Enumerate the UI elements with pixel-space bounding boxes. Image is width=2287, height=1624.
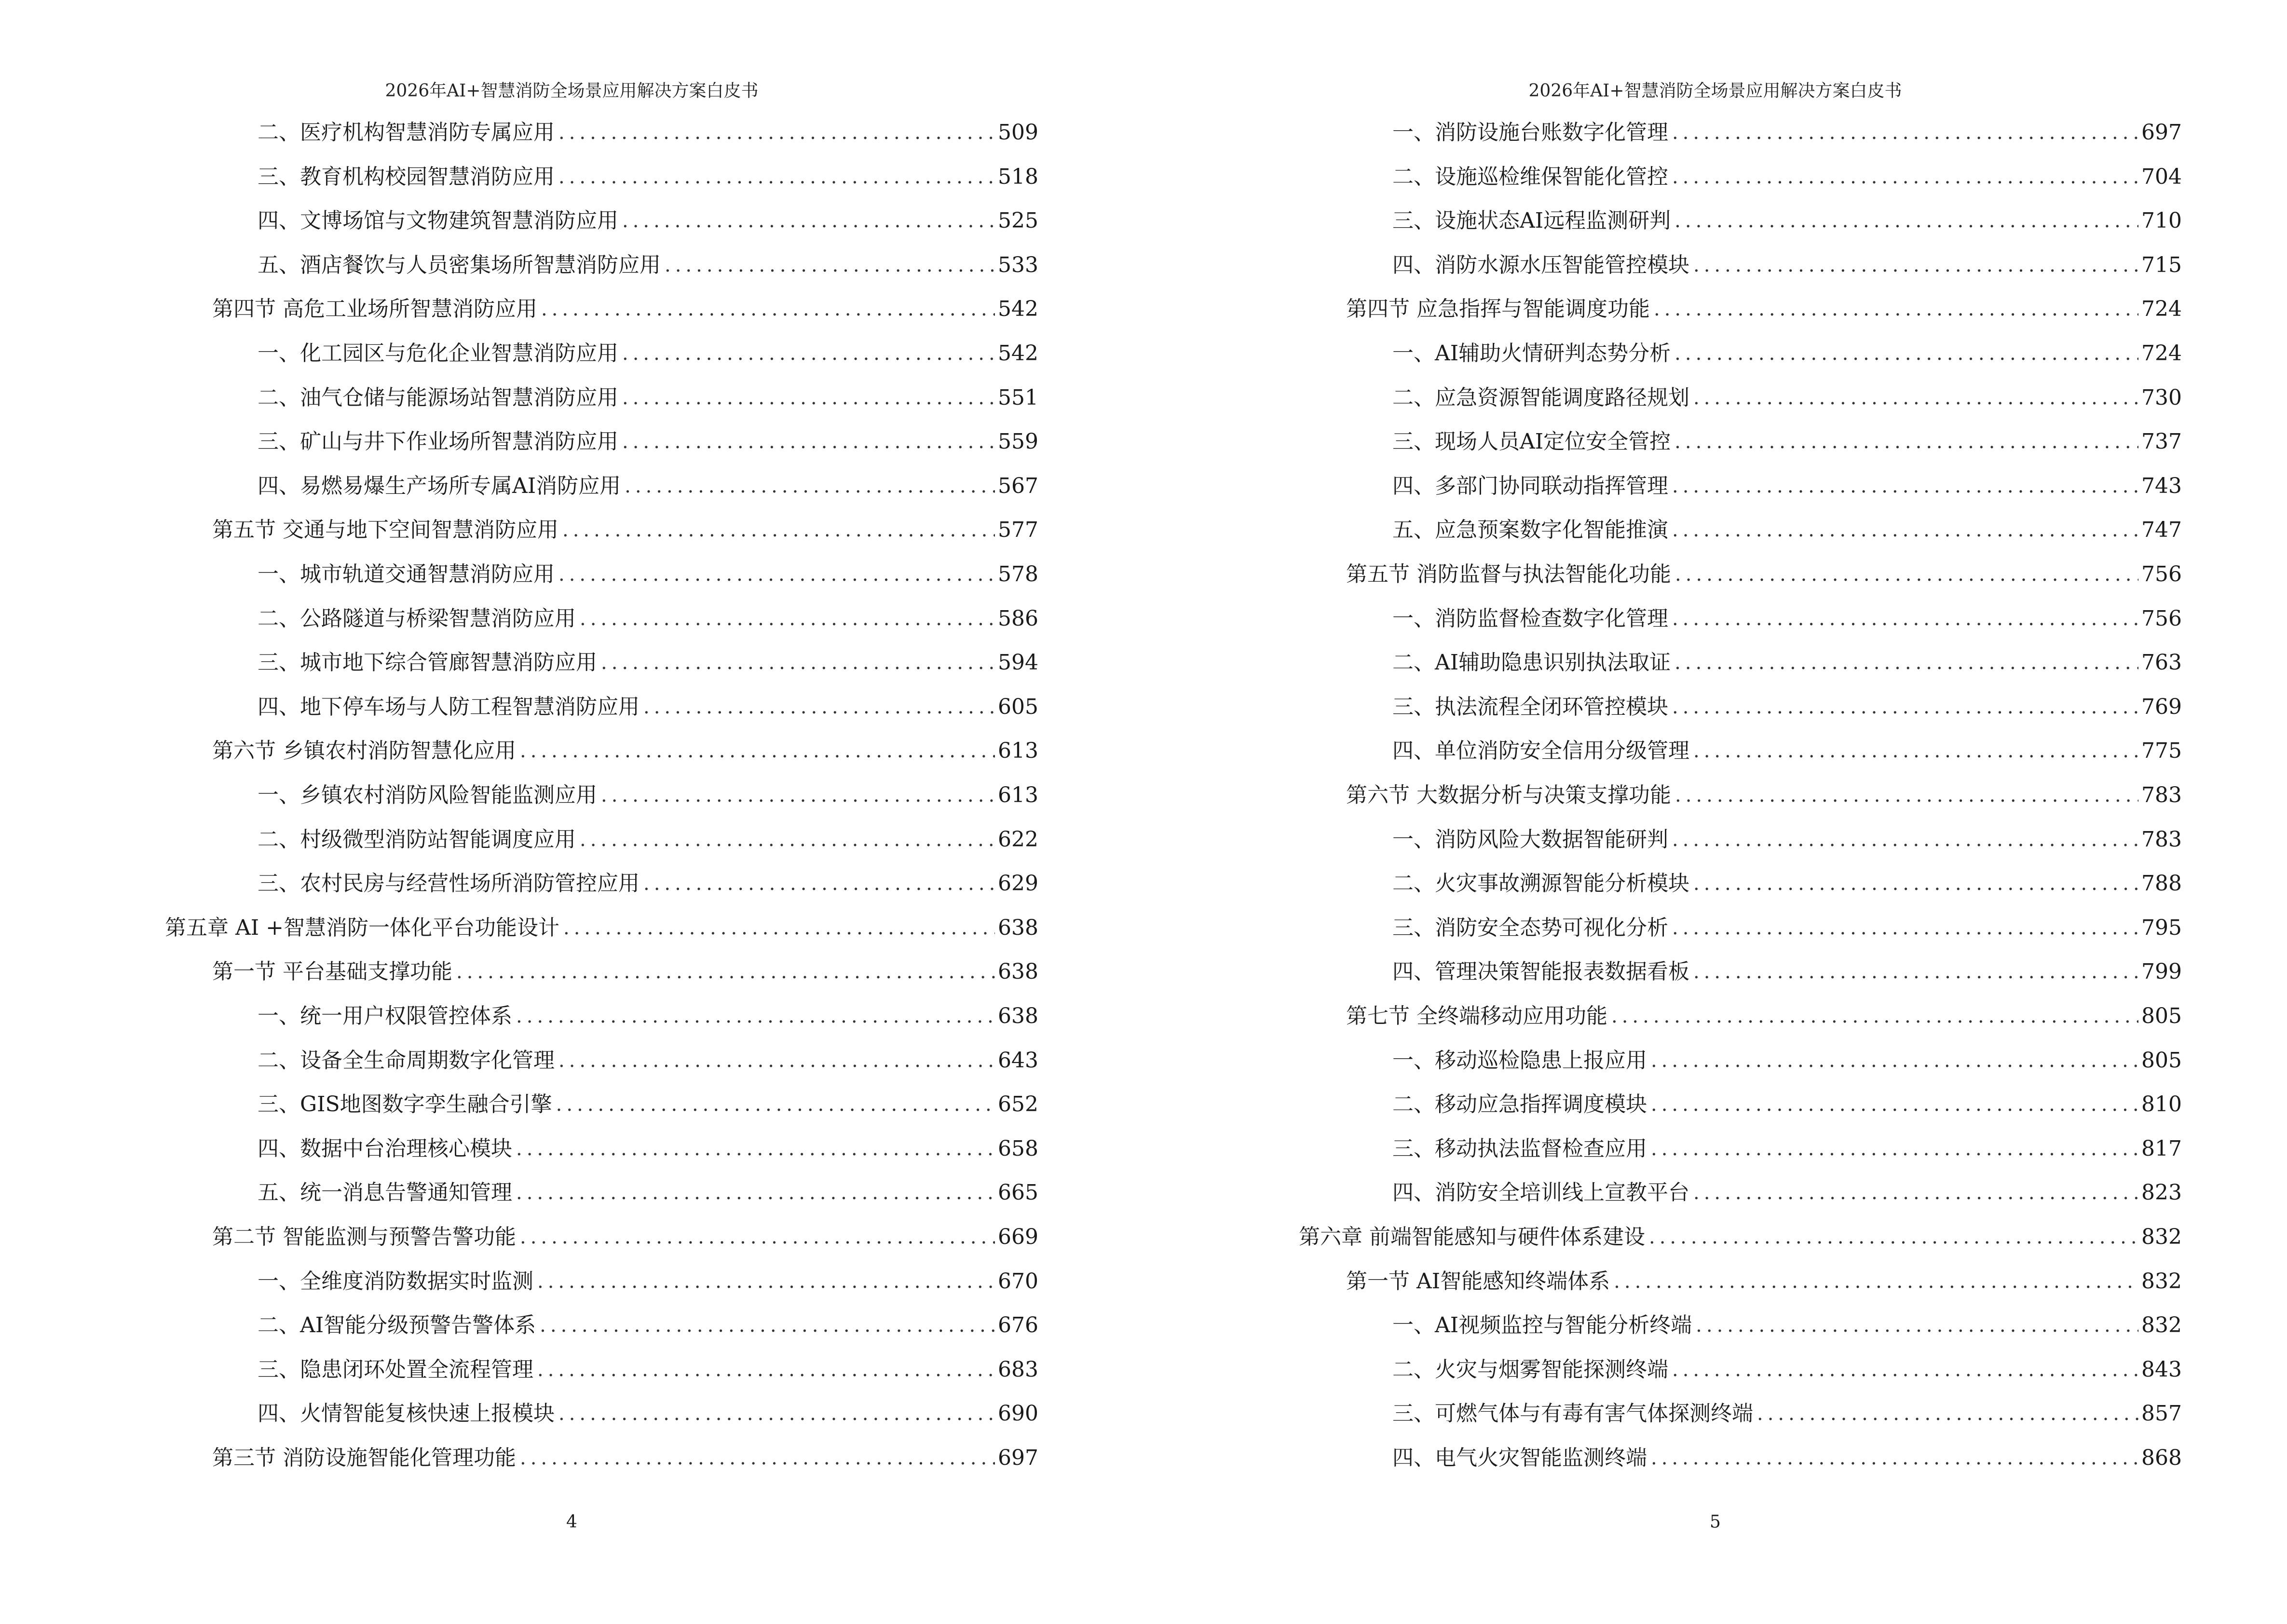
toc-entry-title: 三、可燃气体与有毒有害气体探测终端	[1392, 1401, 1753, 1426]
toc-entry-page-number: 747	[2141, 518, 2182, 543]
dot-leader	[1654, 292, 2138, 326]
toc-entry-page-number: 518	[998, 164, 1038, 189]
toc-subsection-entry[interactable]	[1392, 955, 2182, 989]
toc-subsection-entry[interactable]	[1392, 469, 2182, 503]
toc-subsection-entry[interactable]	[1392, 1353, 2182, 1387]
toc-subsection-entry[interactable]	[1392, 1176, 2182, 1210]
dot-leader	[1672, 513, 2138, 547]
toc-entry-title: 四、易燃易爆生产场所专属AI消防应用	[258, 473, 621, 498]
toc-subsection-entry[interactable]	[258, 1044, 1038, 1078]
toc-entry-title: 第六节 大数据分析与决策支撑功能	[1346, 783, 1671, 807]
dot-leader	[558, 1397, 995, 1431]
toc-entry-page-number: 843	[2141, 1357, 2182, 1382]
dot-leader	[622, 381, 995, 415]
dot-leader	[1672, 911, 2138, 945]
toc-entry-title: 四、电气火灾智能监测终端	[1392, 1446, 1647, 1470]
dot-leader	[580, 602, 995, 636]
toc-entry-title: 三、农村民房与经营性场所消防管控应用	[258, 871, 640, 896]
toc-entry-title: 第四节 高危工业场所智慧消防应用	[212, 297, 537, 322]
toc-subsection-entry[interactable]	[1392, 513, 2182, 547]
toc-section-entry[interactable]	[1346, 1265, 2182, 1298]
toc-entry-page-number: 670	[998, 1269, 1038, 1294]
toc-subsection-entry[interactable]	[1392, 337, 2182, 370]
toc-subsection-entry[interactable]	[1392, 602, 2182, 636]
dot-leader	[558, 558, 995, 591]
toc-subsection-entry[interactable]	[258, 646, 1038, 680]
toc-subsection-entry[interactable]	[1392, 425, 2182, 459]
toc-subsection-entry[interactable]	[258, 1353, 1038, 1387]
toc-entry-page-number: 605	[998, 694, 1038, 719]
toc-entry-title: 一、统一用户权限管控体系	[258, 1004, 512, 1028]
toc-section-entry[interactable]	[1346, 778, 2182, 812]
toc-page-right	[1144, 0, 2287, 1624]
toc-entry-title: 二、AI辅助隐患识别执法取证	[1392, 650, 1671, 675]
toc-entry-page-number: 652	[998, 1092, 1038, 1117]
toc-entry-page-number: 542	[998, 297, 1038, 322]
dot-leader	[1693, 955, 2138, 989]
dot-leader	[1675, 778, 2138, 812]
page-number: 5	[1710, 1512, 1721, 1532]
toc-subsection-entry[interactable]	[258, 602, 1038, 636]
toc-entry-page-number: 783	[2141, 827, 2182, 852]
toc-entry-page-number: 756	[2141, 562, 2182, 587]
toc-subsection-entry[interactable]	[258, 160, 1038, 194]
dot-leader	[1757, 1397, 2138, 1431]
toc-entry-title: 四、单位消防安全信用分级管理	[1392, 738, 1689, 764]
toc-entry-page-number: 658	[998, 1136, 1038, 1161]
dot-leader	[1675, 558, 2138, 591]
toc-entry-page-number: 832	[2141, 1313, 2182, 1338]
toc-entry-title: 第五节 交通与地下空间智慧消防应用	[212, 518, 558, 543]
toc-entry-title: 第三节 消防设施智能化管理功能	[212, 1446, 516, 1470]
toc-entry-page-number: 832	[2141, 1269, 2182, 1294]
dot-leader	[556, 1088, 995, 1121]
toc-entry-title: 一、化工园区与危化企业智慧消防应用	[258, 341, 618, 366]
toc-entry-title: 一、移动巡检隐患上报应用	[1392, 1048, 1647, 1073]
dot-leader	[1651, 1044, 2138, 1078]
toc-entry-title: 三、执法流程全闭环管控模块	[1392, 694, 1668, 719]
toc-section-entry[interactable]	[212, 734, 1038, 768]
dot-leader	[622, 425, 995, 459]
toc-subsection-entry[interactable]	[258, 558, 1038, 591]
toc-subsection-entry[interactable]	[258, 1176, 1038, 1210]
dot-leader	[1696, 1309, 2138, 1342]
toc-entry-title: 二、移动应急指挥调度模块	[1392, 1092, 1647, 1117]
toc-entry-title: 二、油气仓储与能源场站智慧消防应用	[258, 385, 618, 410]
dot-leader	[601, 646, 995, 680]
toc-subsection-entry[interactable]	[1392, 1309, 2182, 1342]
dot-leader	[537, 1265, 995, 1298]
toc-entry-title: 第七节 全终端移动应用功能	[1346, 1004, 1607, 1028]
toc-entry-title: 五、应急预案数字化智能推演	[1392, 518, 1668, 543]
toc-entry-page-number: 743	[2141, 473, 2182, 498]
toc-entry-title: 第五章 AI +智慧消防一体化平台功能设计	[165, 915, 559, 940]
toc-entry-page-number: 788	[2141, 871, 2182, 896]
toc-entry-title: 四、多部门协同联动指挥管理	[1392, 473, 1668, 498]
toc-entry-page-number: 868	[2141, 1446, 2182, 1470]
toc-entry-page-number: 817	[2141, 1136, 2182, 1161]
toc-entry-title: 一、消防设施台账数字化管理	[1392, 120, 1668, 145]
toc-subsection-entry[interactable]	[1392, 911, 2182, 945]
toc-entry-title: 五、酒店餐饮与人员密集场所智慧消防应用	[258, 252, 661, 277]
dot-leader	[1651, 1132, 2138, 1166]
toc-subsection-entry[interactable]	[1392, 204, 2182, 238]
dot-leader	[622, 337, 995, 370]
dot-leader	[1611, 999, 2138, 1033]
toc-subsection-entry[interactable]	[258, 1397, 1038, 1431]
dot-leader	[520, 1441, 995, 1475]
dot-leader	[1674, 204, 2138, 238]
toc-entry-page-number: 594	[998, 650, 1038, 675]
toc-entry-page-number: 857	[2141, 1401, 2182, 1426]
dot-leader	[1693, 734, 2138, 768]
dot-leader	[1614, 1265, 2138, 1298]
toc-entry-page-number: 697	[2141, 120, 2182, 145]
dot-leader	[1651, 1441, 2138, 1475]
toc-entry-page-number: 551	[998, 385, 1038, 410]
toc-entry-title: 一、消防风险大数据智能研判	[1392, 827, 1668, 852]
toc-entry-title: 一、全维度消防数据实时监测	[258, 1269, 533, 1294]
toc-subsection-entry[interactable]	[1392, 1397, 2182, 1431]
toc-subsection-entry[interactable]	[1392, 160, 2182, 194]
toc-subsection-entry[interactable]	[258, 999, 1038, 1033]
toc-entry-title: 四、消防水源水压智能管控模块	[1392, 252, 1689, 277]
dot-leader	[558, 160, 995, 194]
dot-leader	[1672, 469, 2138, 503]
toc-entry-page-number: 613	[998, 738, 1038, 764]
dot-leader	[1672, 1353, 2138, 1387]
toc-entry-page-number: 509	[998, 120, 1038, 145]
dot-leader	[516, 1176, 995, 1210]
toc-section-entry[interactable]	[212, 292, 1038, 326]
toc-entry-page-number: 542	[998, 341, 1038, 366]
toc-chapter-entry[interactable]	[1299, 1220, 2182, 1254]
toc-section-entry[interactable]	[1346, 292, 2182, 326]
toc-entry-title: 二、医疗机构智慧消防专属应用	[258, 120, 555, 145]
toc-entry-page-number: 810	[2141, 1092, 2182, 1117]
toc-entry-page-number: 638	[998, 1004, 1038, 1028]
running-header: 2026年AI+智慧消防全场景应用解决方案白皮书	[385, 81, 759, 101]
toc-entry-title: 一、AI视频监控与智能分析终端	[1392, 1313, 1692, 1338]
toc-entry-page-number: 795	[2141, 915, 2182, 940]
dot-leader	[1672, 602, 2138, 636]
dot-leader	[1693, 867, 2138, 901]
toc-subsection-entry[interactable]	[1392, 734, 2182, 768]
toc-entry-page-number: 578	[998, 562, 1038, 587]
toc-subsection-entry[interactable]	[1392, 867, 2182, 901]
toc-entry-page-number: 690	[998, 1401, 1038, 1426]
toc-entry-page-number: 823	[2141, 1180, 2182, 1205]
toc-section-entry[interactable]	[212, 1441, 1038, 1475]
toc-entry-page-number: 724	[2141, 341, 2182, 366]
toc-subsection-entry[interactable]	[258, 469, 1038, 503]
toc-entry-page-number: 559	[998, 429, 1038, 454]
toc-entry-title: 第一节 AI智能感知终端体系	[1346, 1269, 1610, 1294]
toc-entry-title: 三、城市地下综合管廊智慧消防应用	[258, 650, 597, 675]
toc-entry-page-number: 799	[2141, 959, 2182, 984]
toc-entry-title: 三、教育机构校园智慧消防应用	[258, 164, 555, 189]
toc-entry-title: 三、隐患闭环处置全流程管理	[258, 1357, 533, 1382]
toc-entry-page-number: 775	[2141, 738, 2182, 764]
toc-entry-title: 第四节 应急指挥与智能调度功能	[1346, 297, 1650, 322]
dot-leader	[1649, 1220, 2138, 1254]
toc-entry-title: 二、公路隧道与桥梁智慧消防应用	[258, 606, 576, 631]
toc-entry-page-number: 763	[2141, 650, 2182, 675]
toc-subsection-entry[interactable]	[258, 690, 1038, 724]
toc-entry-title: 第六章 前端智能感知与硬件体系建设	[1299, 1225, 1645, 1249]
dot-leader	[1693, 248, 2138, 282]
toc-entry-page-number: 704	[2141, 164, 2182, 189]
toc-subsection-entry[interactable]	[258, 1088, 1038, 1121]
dot-leader	[516, 1132, 995, 1166]
toc-subsection-entry[interactable]	[1392, 690, 2182, 724]
dot-leader	[643, 690, 995, 724]
dot-leader	[580, 823, 995, 857]
toc-entry-page-number: 683	[998, 1357, 1038, 1382]
toc-entry-title: 四、消防安全培训线上宣教平台	[1392, 1180, 1689, 1205]
dot-leader	[520, 734, 995, 768]
dot-leader	[622, 204, 995, 238]
dot-leader	[1651, 1088, 2138, 1121]
toc-entry-page-number: 676	[998, 1313, 1038, 1338]
toc-section-entry[interactable]	[212, 1220, 1038, 1254]
toc-subsection-entry[interactable]	[258, 778, 1038, 812]
dot-leader	[1672, 690, 2138, 724]
toc-entry-title: 一、消防监督检查数字化管理	[1392, 606, 1668, 631]
toc-subsection-entry[interactable]	[258, 248, 1038, 282]
toc-subsection-entry[interactable]	[258, 425, 1038, 459]
dot-leader	[1672, 160, 2138, 194]
toc-entry-page-number: 697	[998, 1446, 1038, 1470]
toc-subsection-entry[interactable]	[1392, 1044, 2182, 1078]
toc-section-entry[interactable]	[212, 513, 1038, 547]
toc-entry-page-number: 622	[998, 827, 1038, 852]
toc-entry-page-number: 737	[2141, 429, 2182, 454]
toc-subsection-entry[interactable]	[1392, 381, 2182, 415]
toc-entry-title: 三、矿山与井下作业场所智慧消防应用	[258, 429, 618, 454]
toc-entry-title: 第二节 智能监测与预警告警功能	[212, 1225, 516, 1249]
dot-leader	[456, 955, 995, 989]
toc-entry-title: 五、统一消息告警通知管理	[258, 1180, 512, 1205]
toc-entry-title: 第五节 消防监督与执法智能化功能	[1346, 562, 1671, 587]
dot-leader	[1693, 1176, 2138, 1210]
toc-entry-title: 三、消防安全态势可视化分析	[1392, 915, 1668, 940]
dot-leader	[601, 778, 995, 812]
toc-subsection-entry[interactable]	[1392, 1441, 2182, 1475]
toc-subsection-entry[interactable]	[258, 381, 1038, 415]
toc-entry-title: 第六节 乡镇农村消防智慧化应用	[212, 738, 516, 764]
dot-leader	[540, 1309, 995, 1342]
dot-leader	[563, 911, 995, 945]
dot-leader	[665, 248, 995, 282]
toc-entry-page-number: 730	[2141, 385, 2182, 410]
toc-entry-title: 一、城市轨道交通智慧消防应用	[258, 562, 555, 587]
toc-entry-title: 二、村级微型消防站智能调度应用	[258, 827, 576, 852]
toc-section-entry[interactable]	[1346, 999, 2182, 1033]
toc-entry-title: 四、地下停车场与人防工程智慧消防应用	[258, 694, 640, 719]
dot-leader	[1672, 823, 2138, 857]
toc-entry-title: 三、现场人员AI定位安全管控	[1392, 429, 1671, 454]
toc-subsection-entry[interactable]	[258, 204, 1038, 238]
toc-subsection-entry[interactable]	[258, 823, 1038, 857]
dot-leader	[625, 469, 995, 503]
toc-entry-title: 三、设施状态AI远程监测研判	[1392, 208, 1671, 233]
toc-entry-page-number: 638	[998, 959, 1038, 984]
dot-leader	[558, 1044, 995, 1078]
dot-leader	[1693, 381, 2138, 415]
toc-entry-page-number: 638	[998, 915, 1038, 940]
toc-entry-page-number: 665	[998, 1180, 1038, 1205]
toc-subsection-entry[interactable]	[258, 1309, 1038, 1342]
toc-entry-page-number: 533	[998, 252, 1038, 277]
toc-section-entry[interactable]	[1346, 558, 2182, 591]
toc-entry-title: 二、设施巡检维保智能化管控	[1392, 164, 1668, 189]
toc-entry-page-number: 643	[998, 1048, 1038, 1073]
toc-entry-page-number: 629	[998, 871, 1038, 896]
dot-leader	[520, 1220, 995, 1254]
toc-entry-page-number: 710	[2141, 208, 2182, 233]
dot-leader	[537, 1353, 995, 1387]
toc-entry-title: 四、数据中台治理核心模块	[258, 1136, 512, 1161]
toc-subsection-entry[interactable]	[1392, 1132, 2182, 1166]
toc-entry-title: 二、火灾事故溯源智能分析模块	[1392, 871, 1689, 896]
dot-leader	[1672, 116, 2138, 150]
toc-entry-page-number: 805	[2141, 1004, 2182, 1028]
toc-subsection-entry[interactable]	[258, 867, 1038, 901]
toc-entry-page-number: 724	[2141, 297, 2182, 322]
toc-subsection-entry[interactable]	[258, 1132, 1038, 1166]
toc-entry-page-number: 586	[998, 606, 1038, 631]
toc-entry-page-number: 577	[998, 518, 1038, 543]
toc-entry-page-number: 613	[998, 783, 1038, 807]
toc-subsection-entry[interactable]	[1392, 1088, 2182, 1121]
toc-entry-page-number: 525	[998, 208, 1038, 233]
page-number: 4	[566, 1512, 577, 1532]
toc-entry-title: 四、火情智能复核快速上报模块	[258, 1401, 555, 1426]
dot-leader	[643, 867, 995, 901]
dot-leader	[541, 292, 995, 326]
toc-entry-page-number: 805	[2141, 1048, 2182, 1073]
toc-subsection-entry[interactable]	[1392, 248, 2182, 282]
toc-entry-page-number: 769	[2141, 694, 2182, 719]
toc-entry-title: 二、AI智能分级预警告警体系	[258, 1313, 536, 1338]
toc-entry-title: 四、管理决策智能报表数据看板	[1392, 959, 1689, 984]
dot-leader	[558, 116, 995, 150]
toc-entry-title: 四、文博场馆与文物建筑智慧消防应用	[258, 208, 618, 233]
toc-entry-title: 第一节 平台基础支撑功能	[212, 959, 452, 984]
toc-section-entry[interactable]	[212, 955, 1038, 989]
toc-subsection-entry[interactable]	[258, 337, 1038, 370]
toc-entry-title: 二、设备全生命周期数字化管理	[258, 1048, 555, 1073]
toc-subsection-entry[interactable]	[1392, 823, 2182, 857]
toc-entry-title: 二、火灾与烟雾智能探测终端	[1392, 1357, 1668, 1382]
dot-leader	[1674, 425, 2138, 459]
toc-subsection-entry[interactable]	[1392, 646, 2182, 680]
running-header: 2026年AI+智慧消防全场景应用解决方案白皮书	[1528, 81, 1902, 101]
dot-leader	[562, 513, 995, 547]
toc-subsection-entry[interactable]	[1392, 116, 2182, 150]
toc-entry-title: 二、应急资源智能调度路径规划	[1392, 385, 1689, 410]
dot-leader	[1674, 337, 2138, 370]
toc-entry-title: 三、移动执法监督检查应用	[1392, 1136, 1647, 1161]
toc-entry-page-number: 567	[998, 473, 1038, 498]
dot-leader	[516, 999, 995, 1033]
toc-entry-title: 三、GIS地图数字孪生融合引擎	[258, 1092, 552, 1117]
toc-entry-page-number: 669	[998, 1225, 1038, 1249]
toc-subsection-entry[interactable]	[258, 1265, 1038, 1298]
toc-entry-title: 一、乡镇农村消防风险智能监测应用	[258, 783, 597, 807]
toc-entry-page-number: 756	[2141, 606, 2182, 631]
toc-subsection-entry[interactable]	[258, 116, 1038, 150]
toc-entry-title: 一、AI辅助火情研判态势分析	[1392, 341, 1671, 366]
toc-entry-page-number: 783	[2141, 783, 2182, 807]
toc-entry-page-number: 832	[2141, 1225, 2182, 1249]
toc-chapter-entry[interactable]	[165, 911, 1038, 945]
dot-leader	[1674, 646, 2138, 680]
toc-entry-page-number: 715	[2141, 252, 2182, 277]
